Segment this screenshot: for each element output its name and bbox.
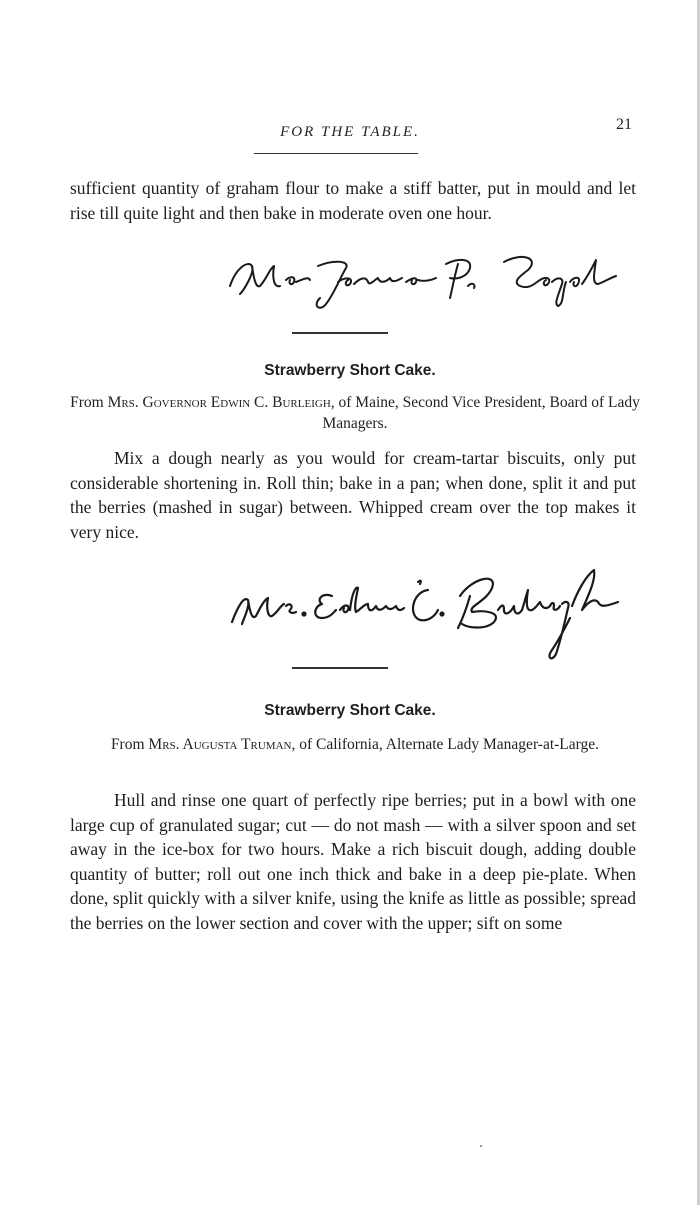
page-number: 21 [616,116,632,133]
signature-mrs-edwin-c-burleigh [222,566,642,670]
running-head-rule [254,153,418,154]
running-head: FOR THE TABLE. [280,124,420,140]
recipe-attribution [90,734,620,755]
recipe-attribution [60,392,650,434]
attribution-rest: of California, Alternate Lady Manager-at-Large. [295,736,600,753]
previous-recipe-body: sufficient quantity of graham flour to make a stiff batter, put in mould and let rise till quite light and then bake in moderate oven one hour. [70,178,636,223]
attribution-name: Mrs. Augusta Truman, [148,736,296,753]
recipe-title: Strawberry Short Cake. [264,362,436,379]
recipe-body: Mix a dough nearly as you would for cream-tartar biscuits, only put considerable shortening in. Roll thin; bake in a pan; when done, split it and put the berries (mashed in sugar) between. Whipped cream over the top makes it very nice. [70,448,636,542]
section-divider [292,332,388,334]
attribution-name: Mrs. Governor Edwin C. Burleigh, [107,394,335,411]
attribution-prefix: From [110,736,149,753]
speck [480,1145,482,1147]
recipe-body: Hull and rinse one quart of perfectly ripe berries; put in a bowl with one large cup of granulated sugar; cut — do not mash — with a silver spoon and set away in the ice-box for two hours. Make a rich biscuit dough, adding double quantity of butter; roll out one inch thick and bake in a deep pie-plate. When done, split quickly with a silver knife, using the knife as little as possible; spread the berries on the lower section and cover with the upper; sift on some [70,790,636,933]
signature-mrs-james-p-eagle [222,246,642,316]
attribution-rest: of Maine, Second Vice President, Board of Lady Managers. [322,394,640,432]
recipe-title: Strawberry Short Cake. [264,702,436,719]
attribution-prefix: From [70,394,108,411]
section-divider [292,667,388,669]
